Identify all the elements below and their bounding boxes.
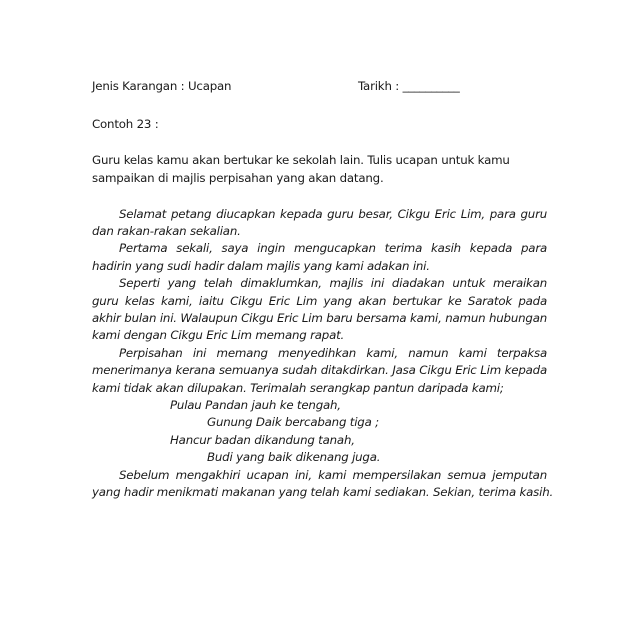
- speech-line: akhir bulan ini. Walaupun Cikgu Eric Lim baru bersama kami, namun hubungan: [92, 311, 547, 325]
- speech-line: yang hadir menikmati makanan yang telah kami sediakan. Sekian, terima kasih.: [92, 485, 554, 499]
- speech-line: dan rakan-rakan sekalian.: [92, 224, 241, 238]
- pantun-line: Pulau Pandan jauh ke tengah,: [170, 398, 341, 412]
- speech-line: kami tidak akan dilupakan. Terimalah serangkap pantun daripada kami;: [92, 381, 504, 395]
- speech-line: Seperti yang telah dimaklumkan, majlis ini diadakan untuk meraikan: [119, 276, 547, 290]
- jenis-karangan: Jenis Karangan : Ucapan: [92, 79, 232, 93]
- question-line: sampaikan di majlis perpisahan yang akan datang.: [92, 171, 384, 185]
- pantun-line: Hancur badan dikandung tanah,: [170, 433, 355, 447]
- speech-line: menerimanya kerana semuanya sudah ditakdirkan. Jasa Cikgu Eric Lim kepada: [92, 363, 547, 377]
- speech-line: Perpisahan ini memang menyedihkan kami, namun kami terpaksa: [119, 346, 547, 360]
- pantun-line: Budi yang baik dikenang juga.: [207, 450, 381, 464]
- speech-line: Pertama sekali, saya ingin mengucapkan terima kasih kepada para: [119, 241, 547, 255]
- tarikh: Tarikh : __________: [358, 79, 460, 93]
- document-page: [92, 0, 554, 630]
- contoh-label: Contoh 23 :: [92, 117, 159, 131]
- pantun-line: Gunung Daik bercabang tiga ;: [207, 415, 379, 429]
- speech-line: Sebelum mengakhiri ucapan ini, kami mempersilakan semua jemputan: [119, 468, 547, 482]
- speech-line: Selamat petang diucapkan kepada guru besar, Cikgu Eric Lim, para guru: [119, 207, 547, 221]
- speech-line: guru kelas kami, iaitu Cikgu Eric Lim yang akan bertukar ke Saratok pada: [92, 294, 547, 308]
- speech-line: kami dengan Cikgu Eric Lim memang rapat.: [92, 328, 345, 342]
- question-line: Guru kelas kamu akan bertukar ke sekolah lain. Tulis ucapan untuk kamu: [92, 153, 510, 167]
- speech-line: hadirin yang sudi hadir dalam majlis yang kami adakan ini.: [92, 259, 430, 273]
